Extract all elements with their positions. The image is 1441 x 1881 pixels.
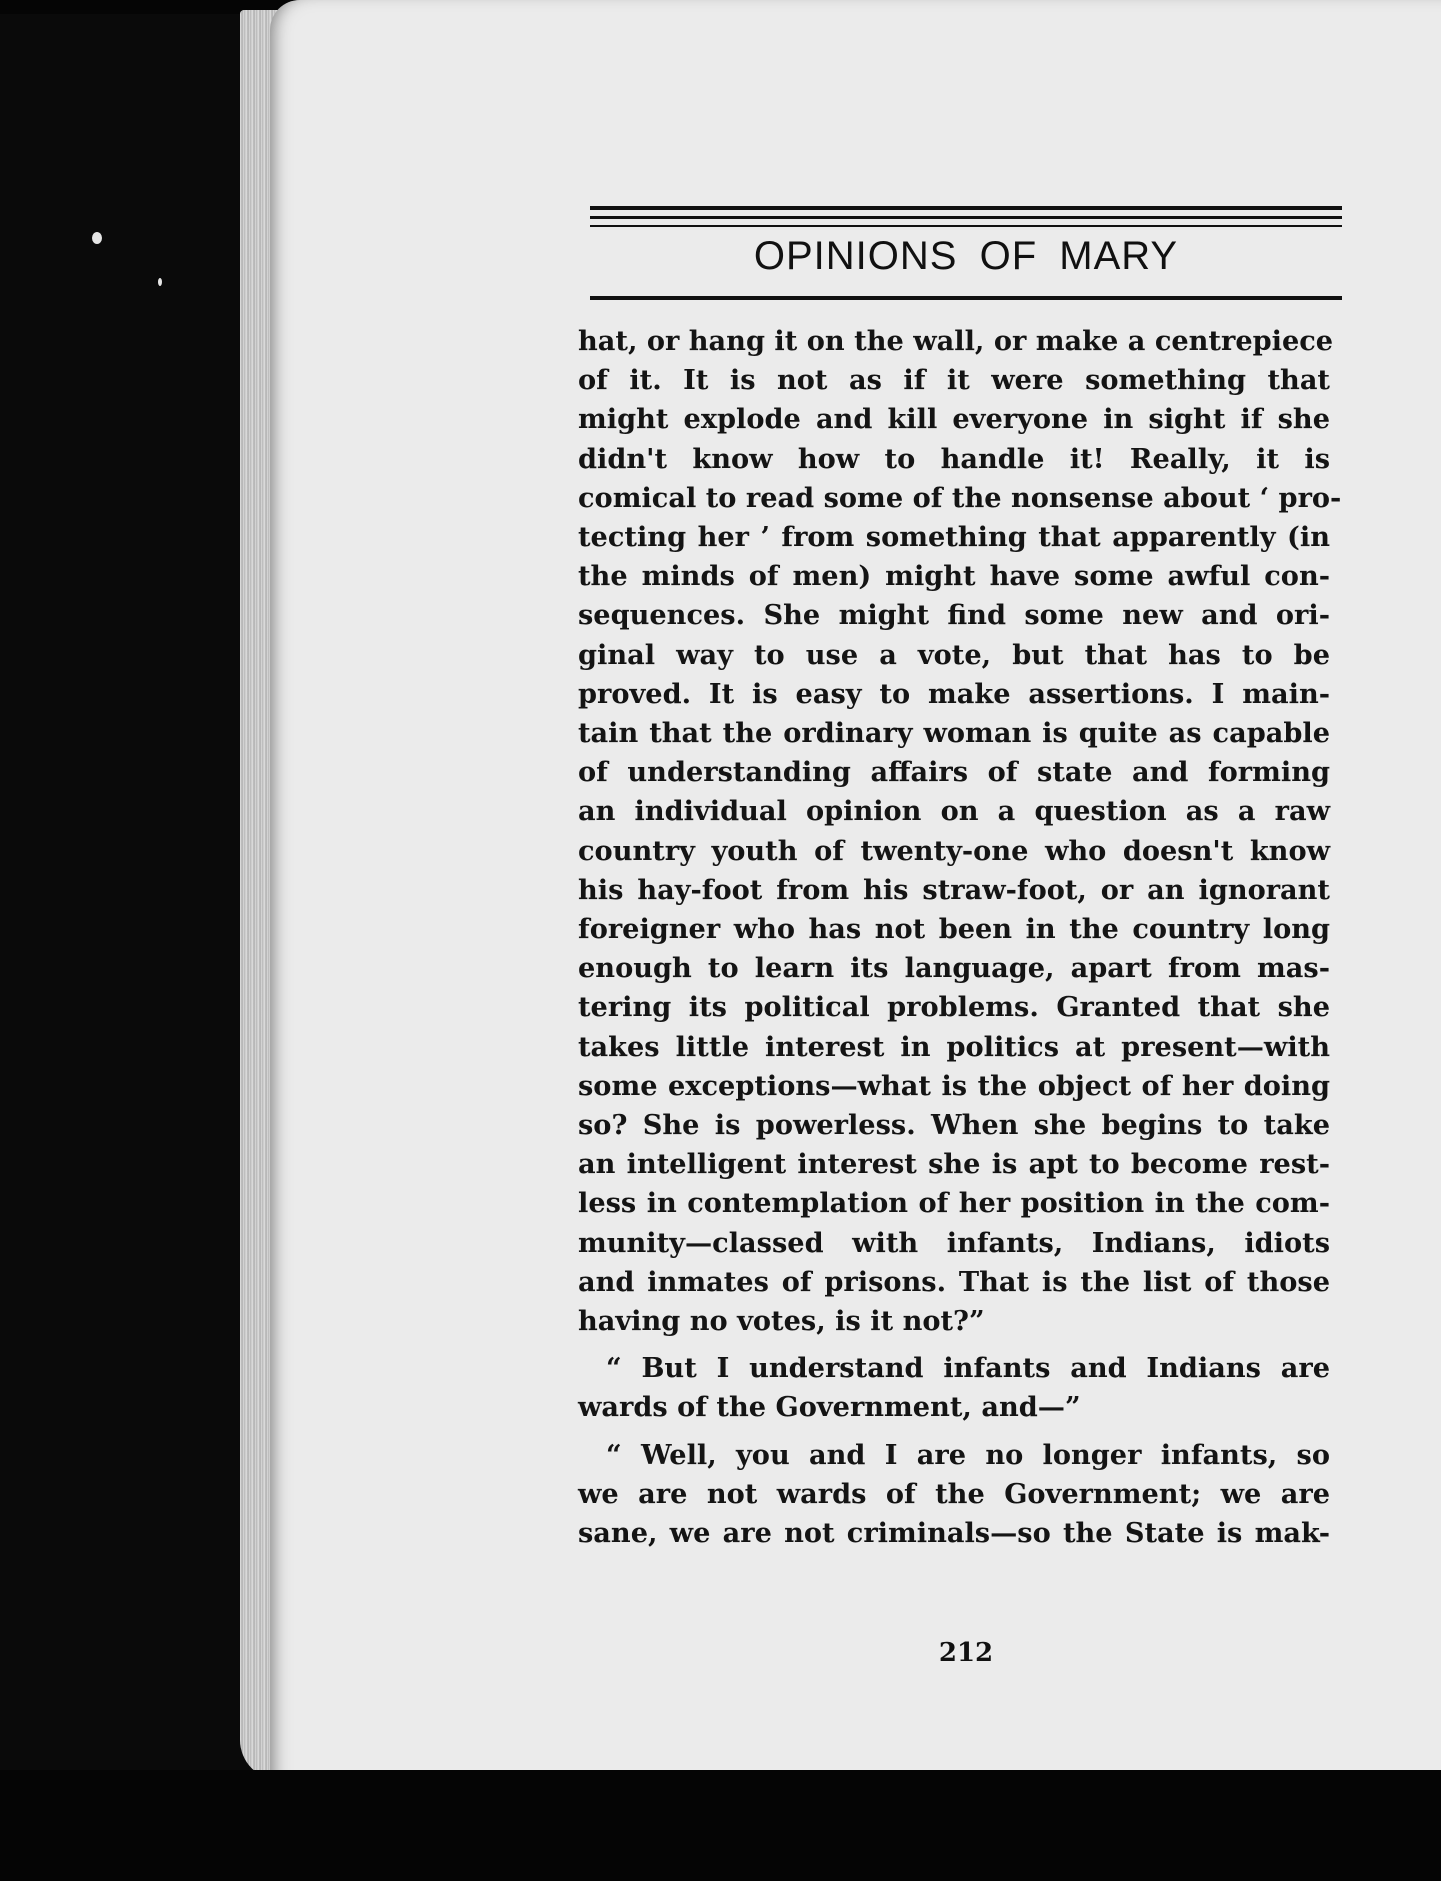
paragraph	[578, 322, 1342, 1341]
header-rule-2	[590, 216, 1342, 219]
body-text	[578, 322, 1342, 1553]
scan-bottom-border	[0, 1770, 1441, 1881]
text-line: an intelligent interest she is apt to become rest-	[578, 1148, 1330, 1181]
paragraph-gap	[578, 1428, 1330, 1436]
text-line: tecting her ’ from something that apparently (in	[578, 521, 1330, 554]
paragraph-gap	[578, 1341, 1330, 1349]
text-line: and inmates of prisons. That is the list of those	[578, 1265, 1330, 1298]
text-line: ginal way to use a vote, but that has to be	[578, 638, 1330, 671]
text-line: an individual opinion on a question as a raw	[578, 795, 1330, 828]
text-line: comical to read some of the nonsense about ‘ pro-	[578, 481, 1342, 514]
text-line: we are not wards of the Government; we are	[578, 1477, 1330, 1510]
text-line: his hay-foot from his straw-foot, or an ignorant	[578, 873, 1330, 906]
text-line: hat, or hang it on the wall, or make a centrepiece	[578, 325, 1334, 357]
text-line: some exceptions—what is the object of her doing	[578, 1069, 1330, 1102]
text-line: of it. It is not as if it were something that	[578, 364, 1330, 397]
paragraph	[578, 1349, 1330, 1427]
running-head: OPINIONS OF MARY	[753, 234, 1179, 278]
header-rule-3	[590, 225, 1342, 227]
text-line: didn't know how to handle it! Really, it is	[578, 442, 1330, 475]
dust-speck	[92, 232, 102, 244]
text-line: “ But I understand infants and Indians are	[606, 1352, 1330, 1385]
text-line: having no votes, is it not?”	[578, 1305, 985, 1338]
header-rule-1	[590, 206, 1342, 210]
page-number: 212	[938, 1638, 994, 1668]
paragraph	[578, 1436, 1330, 1554]
text-line: munity—classed with infants, Indians, idiots	[578, 1226, 1330, 1259]
text-line: enough to learn its language, apart from mas-	[578, 952, 1330, 985]
text-line: sequences. She might find some new and ori-	[578, 599, 1330, 632]
text-line: “ Well, you and I are no longer infants, so	[606, 1438, 1330, 1471]
text-line: might explode and kill everyone in sight if she	[578, 403, 1330, 436]
text-line: less in contemplation of her position in the com-	[578, 1187, 1330, 1220]
text-line: proved. It is easy to make assertions. I main-	[578, 677, 1330, 710]
text-line: foreigner who has not been in the country long	[578, 913, 1330, 946]
text-line: so? She is powerless. When she begins to take	[578, 1109, 1330, 1142]
text-line: tain that the ordinary woman is quite as capable	[578, 717, 1330, 750]
text-line: the minds of men) might have some awful con-	[578, 560, 1330, 593]
text-line: takes little interest in politics at present—with	[578, 1030, 1330, 1063]
text-line: wards of the Government, and—”	[578, 1391, 1081, 1424]
text-line: country youth of twenty-one who doesn't know	[578, 834, 1330, 867]
text-line: of understanding affairs of state and forming	[578, 756, 1330, 789]
dust-speck	[158, 278, 162, 286]
text-line: tering its political problems. Granted that she	[578, 991, 1330, 1024]
text-line: sane, we are not criminals—so the State is mak-	[578, 1517, 1330, 1550]
header-rule-bottom	[590, 296, 1342, 300]
